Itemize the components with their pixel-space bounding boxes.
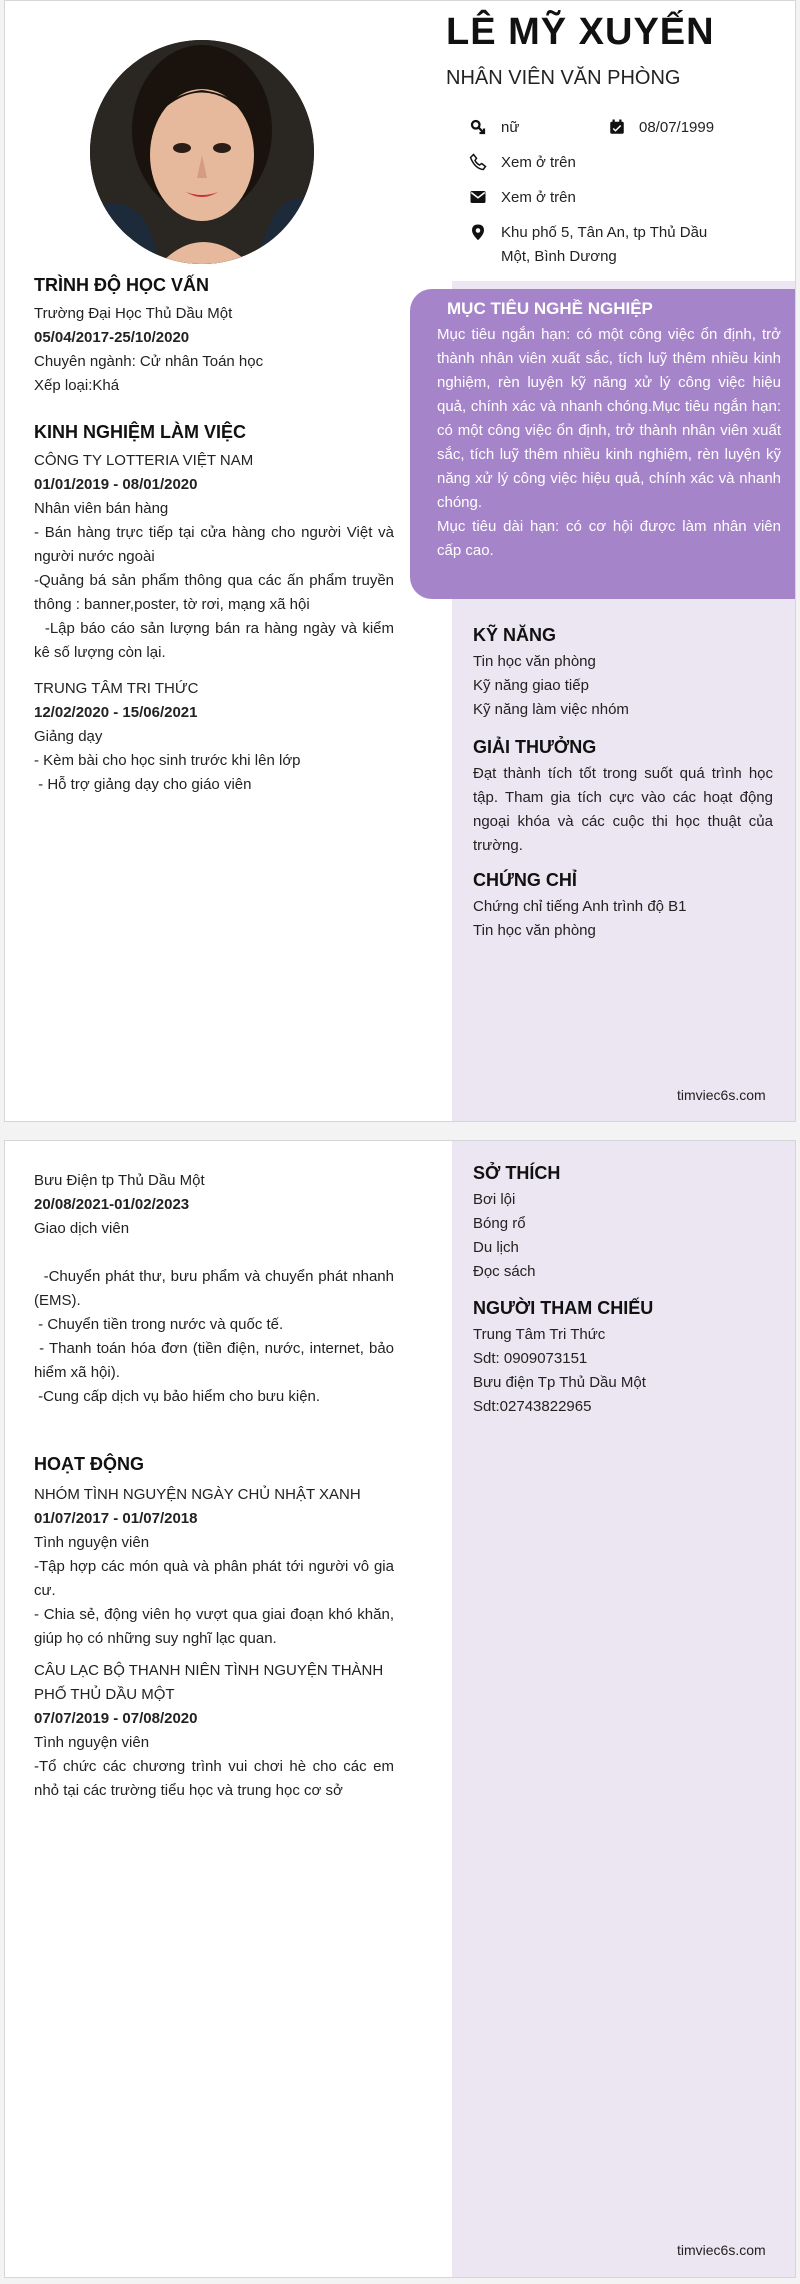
career-goal-long: Mục tiêu dài hạn: có cơ hội được làm nhân viên cấp cao. [437, 518, 781, 559]
hobby-item: Đọc sách [473, 1263, 536, 1280]
activities-title: HOẠT ĐỘNG [34, 1454, 144, 1474]
activity2-role: Tình nguyện viên [34, 1734, 150, 1751]
job1-duty-1: - Bán hàng trực tiếp tại cửa hàng cho người Việt và người nước ngoài [34, 524, 394, 565]
email-icon [469, 188, 487, 206]
skills-title: KỸ NĂNG [473, 625, 557, 645]
awards-section [473, 737, 773, 858]
activity2-duty-1: -Tổ chức các chương trình vui chơi hè cho các em nhỏ tại các trường tiểu học và trung học cơ sở [34, 1758, 394, 1799]
activity1-duty-1: -Tập hợp các món quà và phân phát tới người vô gia cư. [34, 1558, 394, 1599]
job3-duty-2: - Chuyển tiền trong nước và quốc tế. [34, 1316, 284, 1333]
gender-icon [469, 118, 487, 136]
job3-dates: 20/08/2021-01/02/2023 [34, 1196, 190, 1213]
activity1-role: Tình nguyện viên [34, 1534, 150, 1551]
awards-title: GIẢI THƯỞNG [473, 737, 597, 757]
skill-item: Tin học văn phòng [473, 653, 596, 670]
hobby-item: Bơi lội [473, 1191, 516, 1208]
certificates-title: CHỨNG CHỈ [473, 870, 577, 890]
phone-icon [469, 153, 487, 171]
hobby-item: Du lịch [473, 1239, 519, 1256]
address-line-1: Khu phố 5, Tân An, tp Thủ Dầu [501, 224, 708, 241]
cv-page-2 [4, 1140, 796, 2278]
activity1-duty-2: - Chia sẻ, động viên họ vượt qua giai đoạn khó khăn, giúp họ có những suy nghĩ lạc quan. [34, 1606, 394, 1647]
birthday-value: 08/07/1999 [639, 119, 715, 136]
job1-duty-3: -Lập báo cáo sản lượng bán ra hàng ngày và kiểm kê số lượng còn lại. [34, 620, 399, 661]
certificate-item: Chứng chỉ tiếng Anh trình độ B1 [473, 898, 687, 915]
education-title: TRÌNH ĐỘ HỌC VẤN [34, 275, 209, 295]
job3-duty-3: - Thanh toán hóa đơn (tiền điện, nước, internet, bảo hiểm xã hội). [34, 1340, 399, 1381]
cv-page-1 [4, 0, 796, 1122]
avatar [90, 40, 314, 264]
job1-dates: 01/01/2019 - 08/01/2020 [34, 476, 198, 493]
email-value: Xem ở trên [501, 189, 576, 206]
education-dates: 05/04/2017-25/10/2020 [34, 329, 190, 346]
hobby-item: Bóng rổ [473, 1215, 526, 1232]
experience-title: KINH NGHIỆM LÀM VIỆC [34, 422, 247, 442]
references-section [473, 1298, 773, 1419]
experience-section [34, 422, 399, 797]
career-goal-box [410, 289, 796, 599]
education-section [34, 275, 394, 398]
awards-text: Đạt thành tích tốt trong suốt quá trình học tập. Tham gia tích cực vào các hoạt động ngoại khóa và các cuộc thi học thuật của trường. [473, 765, 773, 854]
career-goal-short: Mục tiêu ngắn hạn: có một công việc ổn định, trở thành nhân viên xuất sắc, tích luỹ thêm nhiều kinh nghiệm, rèn luyện kỹ năng xử lý công việc hiệu quả, chính xác và nhanh chóng.Mục tiêu ngắn hạn: có một công việc ổn định, trở thành nhân viên xuất sắc, tích luỹ thêm nhiều kinh nghiệm, rèn luyện kỹ năng xử lý công việc hiệu quả, chính xác và nhanh chóng. [437, 326, 781, 511]
job2-company: TRUNG TÂM TRI THỨC [34, 680, 199, 697]
activity1-dates: 01/07/2017 - 01/07/2018 [34, 1510, 198, 1527]
calendar-icon [608, 118, 626, 136]
education-major: Chuyên ngành: Cử nhân Toán học [34, 353, 264, 370]
phone-value: Xem ở trên [501, 154, 576, 171]
job2-duty-2: - Hỗ trợ giảng dạy cho giáo viên [34, 776, 252, 793]
job3-duty-1: -Chuyển phát thư, bưu phẩm và chuyển phát nhanh (EMS). [34, 1268, 399, 1309]
reference-item: Bưu điện Tp Thủ Dầu Một [473, 1374, 646, 1391]
job2-role: Giảng dạy [34, 728, 103, 745]
footer-site: timviec6s.com [677, 2242, 766, 2258]
footer-site: timviec6s.com [677, 1087, 766, 1103]
job2-duty-1: - Kèm bài cho học sinh trước khi lên lớp [34, 752, 301, 769]
certificate-item: Tin học văn phòng [473, 922, 596, 939]
skills-section [473, 625, 773, 722]
activity2-org: CÂU LẠC BỘ THANH NIÊN TÌNH NGUYỆN THÀNH PHỐ THỦ DẦU MỘT [34, 1662, 384, 1703]
references-title: NGƯỜI THAM CHIẾU [473, 1298, 654, 1318]
reference-item: Trung Tâm Tri Thức [473, 1326, 606, 1343]
job1-company: CÔNG TY LOTTERIA VIỆT NAM [34, 452, 254, 469]
career-goal-title: MỤC TIÊU NGHỀ NGHIỆP [447, 299, 653, 318]
activity1-org: NHÓM TÌNH NGUYỆN NGÀY CHỦ NHẬT XANH [34, 1486, 361, 1503]
reference-item: Sdt: 0909073151 [473, 1350, 588, 1367]
hobbies-section [473, 1163, 773, 1284]
job1-duty-2: -Quảng bá sản phẩm thông qua các ấn phẩm truyền thông : banner,poster, tờ rơi, mạng xã hội [34, 572, 394, 613]
hobbies-title: SỞ THÍCH [473, 1163, 561, 1183]
reference-item: Sdt:02743822965 [473, 1398, 592, 1415]
education-school: Trường Đại Học Thủ Dầu Một [34, 305, 233, 322]
activity2-dates: 07/07/2019 - 07/08/2020 [34, 1710, 198, 1727]
job3-duty-4: -Cung cấp dịch vụ bảo hiểm cho bưu kiện. [34, 1388, 321, 1405]
gender-value: nữ [501, 119, 520, 136]
location-icon [469, 223, 487, 241]
address-line-2: Một, Bình Dương [501, 248, 617, 265]
activities-section [34, 1454, 394, 1803]
candidate-name: LÊ MỸ XUYẾN [446, 11, 715, 53]
job3-role: Giao dịch viên [34, 1220, 130, 1237]
address-value [501, 221, 741, 269]
skill-item: Kỹ năng giao tiếp [473, 677, 589, 694]
education-rank: Xếp loại:Khá [34, 377, 120, 394]
job3-company: Bưu Điện tp Thủ Dầu Một [34, 1172, 205, 1189]
job2-dates: 12/02/2020 - 15/06/2021 [34, 704, 198, 721]
job-title: NHÂN VIÊN VĂN PHÒNG [446, 67, 681, 89]
skill-item: Kỹ năng làm việc nhóm [473, 701, 629, 718]
certificates-section [473, 870, 773, 943]
experience-continued [34, 1169, 399, 1409]
job1-role: Nhân viên bán hàng [34, 500, 169, 517]
